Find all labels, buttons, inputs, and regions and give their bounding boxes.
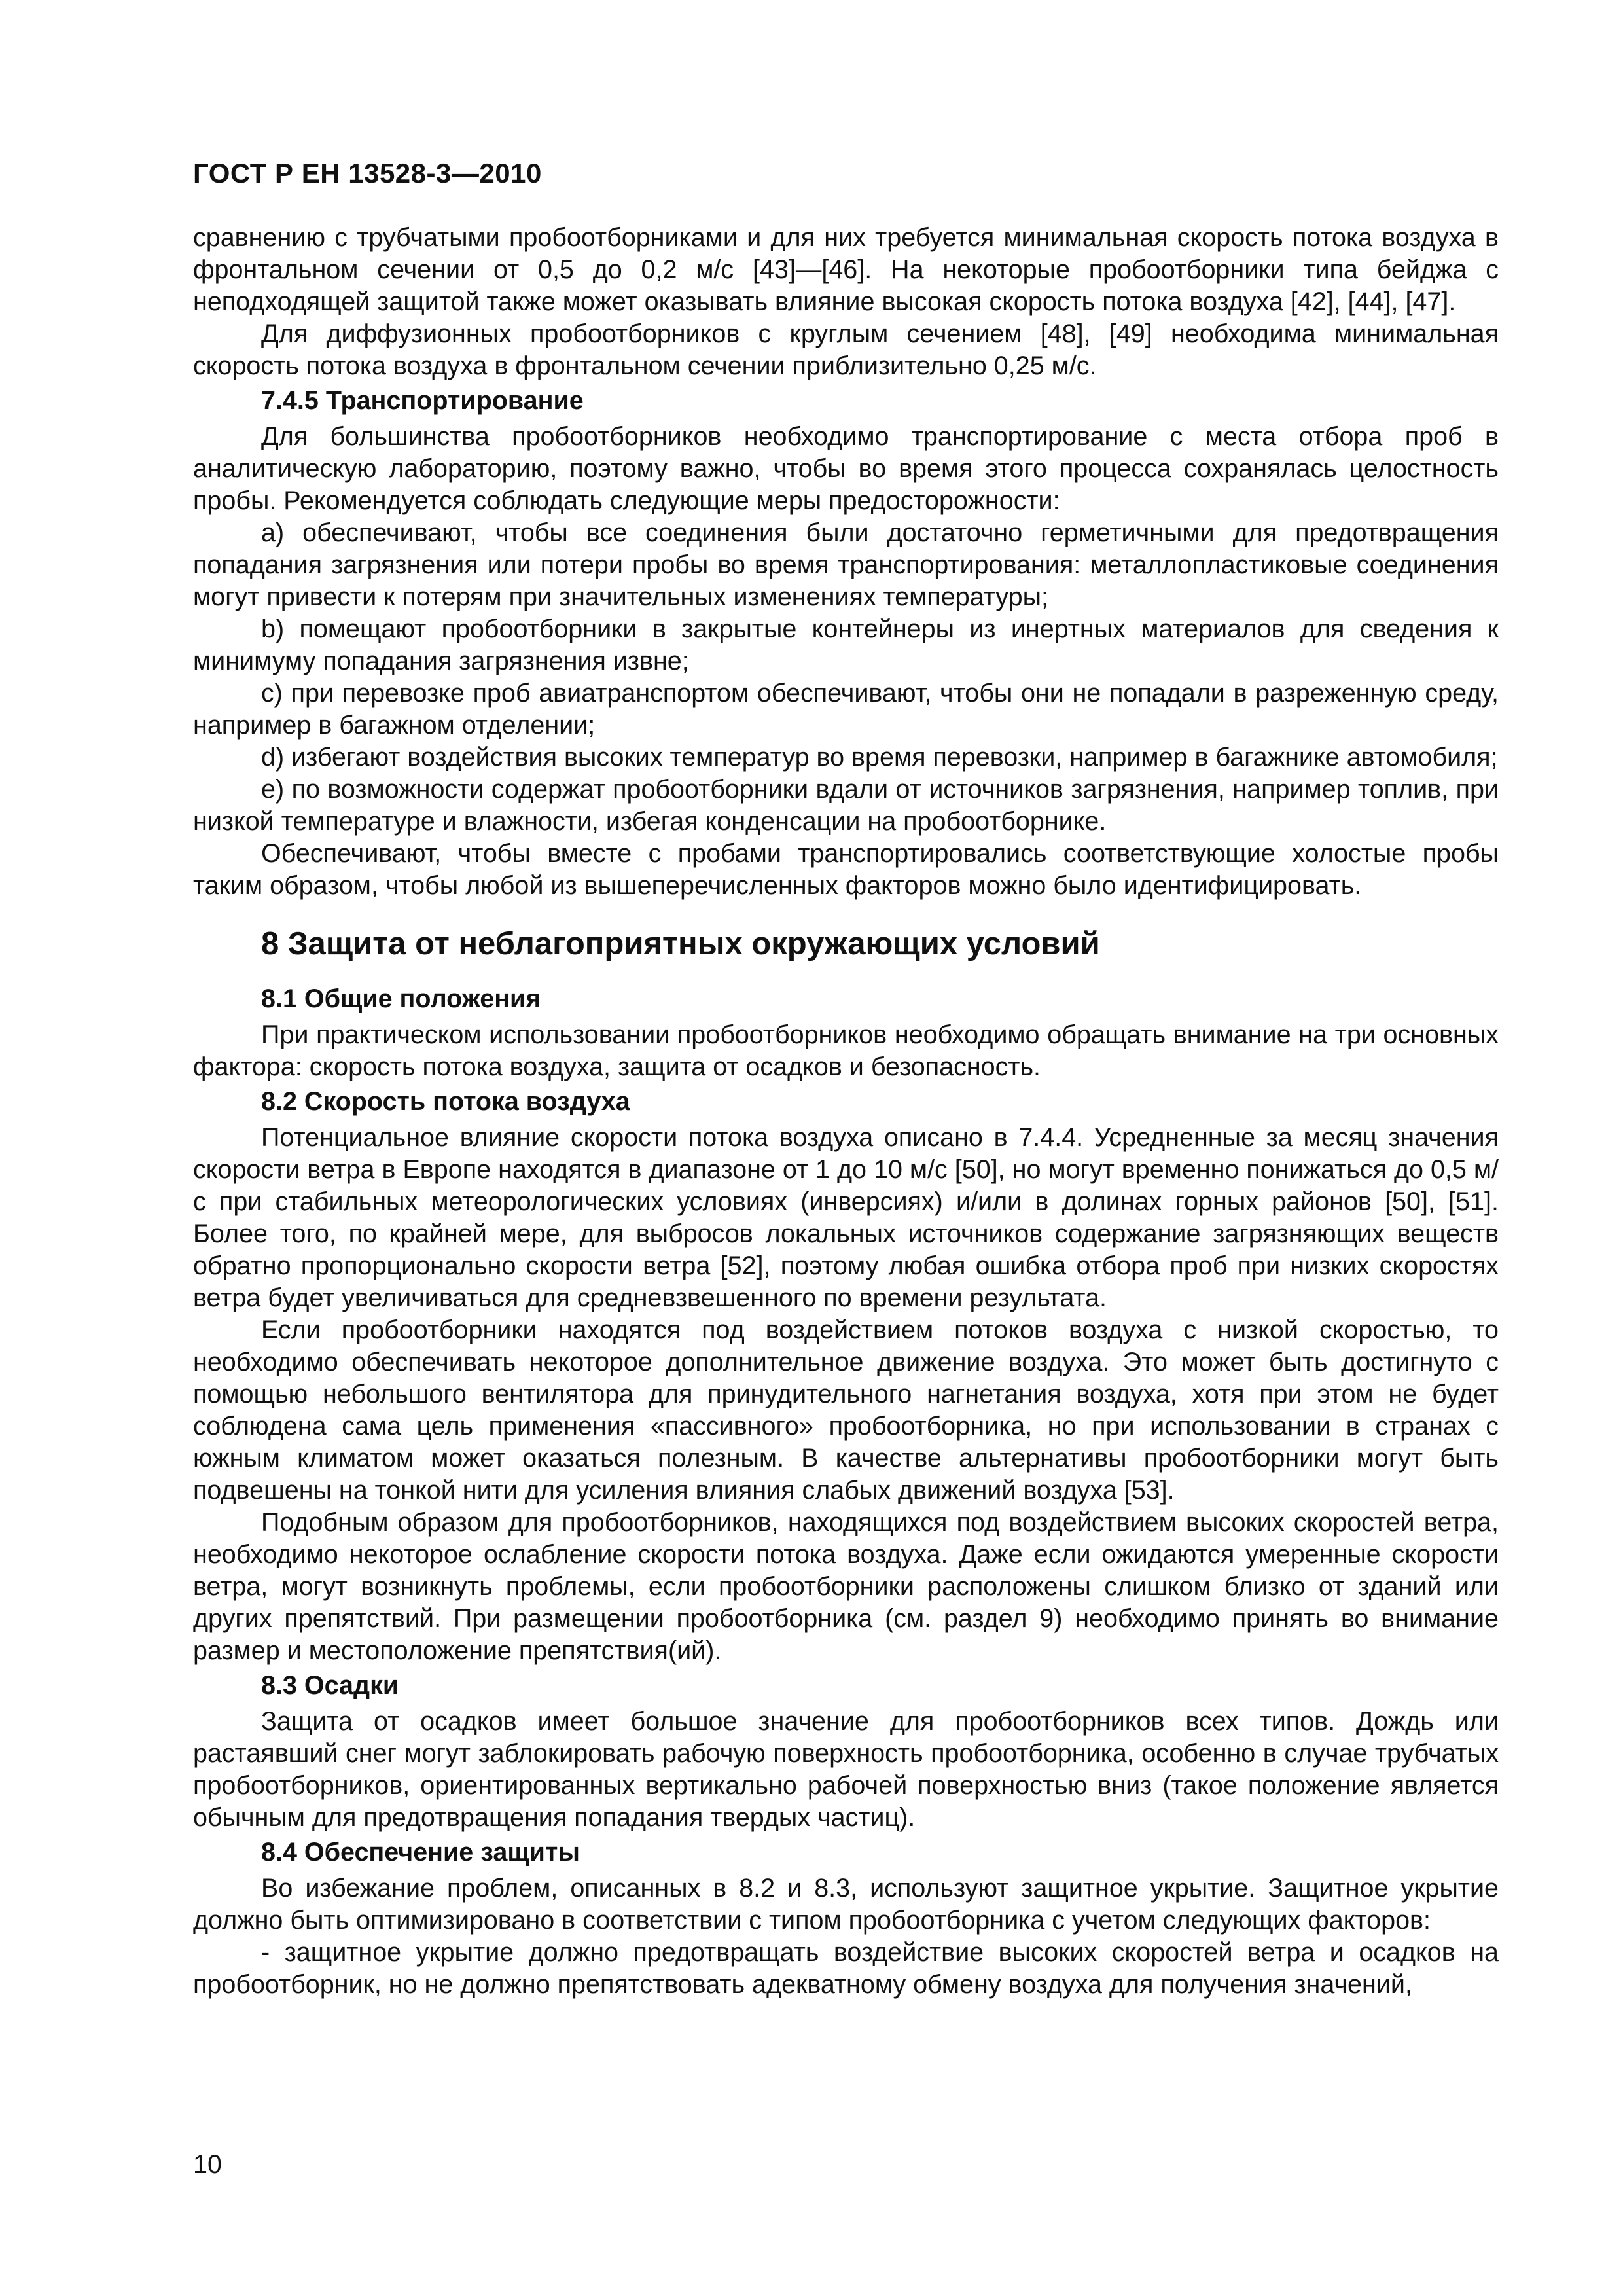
paragraph: Во избежание проблем, описанных в 8.2 и 8.3, используют защитное укрытие. Защитное укрытие должно быть оптимизировано в соответствии с типом пробоотборника с учетом следующих факторов:	[193, 1874, 1499, 1935]
paragraph: Для большинства пробоотборников необходимо транспортирование с места отбора проб в аналитическую лабораторию, поэтому важно, чтобы во время этого процесса сохранялась целостность пробы. Рекомендуется соблюдать следующие меры предосторожности:	[193, 422, 1499, 515]
list-item-e: e) по возможности содержат пробоотборники вдали от источников загрязнения, например топлив, при низкой температуре и влажности, избегая конденсации на пробоотборнике.	[193, 775, 1499, 836]
document-page	[193, 157, 1499, 2001]
section-heading-8: 8 Защита от неблагоприятных окружающих условий	[261, 926, 1100, 961]
paragraph: Для диффузионных пробоотборников с круглым сечением [48], [49] необходима минимальная скорость потока воздуха в фронтальном сечении приблизительно 0,25 м/с.	[193, 319, 1499, 380]
list-item-d: d) избегают воздействия высоких температур во время перевозки, например в багажнике автомобиля;	[261, 743, 1498, 772]
page-number: 10	[193, 2150, 222, 2179]
paragraph: сравнению с трубчатыми пробоотборниками и для них требуется минимальная скорость потока воздуха в фронтальном сечении от 0,5 до 0,2 м/с [43]—[46]. На некоторые пробоотборники типа бейджа с неподходящей защитой также может оказывать влияние высокая скорость потока воздуха [42], [44], [47].	[193, 223, 1499, 316]
section-heading-8-3: 8.3 Осадки	[261, 1671, 399, 1700]
paragraph: Если пробоотборники находятся под воздействием потоков воздуха с низкой скоростью, то необходимо обеспечивать некоторое дополнительное движение воздуха. Это может быть достигнуто с помощью небольшого вентилятора для принудительного нагнетания воздуха, хотя при этом не будет соблюдена сама цель применения «пассивного» пробоотборника, но при использовании в странах с южным климатом может оказаться полезным. В качестве альтернативы пробоотборники могут быть подвешены на тонкой нити для усиления влияния слабых движений воздуха [53].	[193, 1316, 1499, 1505]
section-heading-7-4-5: 7.4.5 Транспортирование	[261, 386, 584, 415]
paragraph: Обеспечивают, чтобы вместе с пробами транспортировались соответствующие холостые пробы таким образом, чтобы любой из вышеперечисленных факторов можно было идентифицировать.	[193, 839, 1499, 900]
paragraph: Защита от осадков имеет большое значение для пробоотборников всех типов. Дождь или растаявший снег могут заблокировать рабочую поверхность пробоотборника, особенно в случае трубчатых пробоотборников, ориентированных вертикально рабочей поверхностью вниз (такое положение является обычным для предотвращения попадания твердых частиц).	[193, 1707, 1499, 1832]
list-item-a: a) обеспечивают, чтобы все соединения были достаточно герметичными для предотвращения попадания загрязнения или потери пробы во время транспортирования: металлопластиковые соединения могут привести к потерям при значительных изменениях температуры;	[193, 518, 1499, 611]
section-heading-8-4: 8.4 Обеспечение защиты	[261, 1838, 580, 1867]
section-heading-8-2: 8.2 Скорость потока воздуха	[261, 1087, 630, 1116]
paragraph: При практическом использовании пробоотборников необходимо обращать внимание на три основных фактора: скорость потока воздуха, защита от осадков и безопасность.	[193, 1020, 1499, 1081]
document-code: ГОСТ Р ЕН 13528-3—2010	[193, 158, 542, 188]
list-item-c: c) при перевозке проб авиатранспортом обеспечивают, чтобы они не попадали в разреженную среду, например в багажном отделении;	[193, 679, 1499, 740]
list-item-b: b) помещают пробоотборники в закрытые контейнеры из инертных материалов для сведения к минимуму попадания загрязнения извне;	[193, 615, 1499, 675]
section-heading-8-1: 8.1 Общие положения	[261, 984, 541, 1013]
paragraph: - защитное укрытие должно предотвращать воздействие высоких скоростей ветра и осадков на пробоотборник, но не должно препятствовать адекватному обмену воздуха для получения значений,	[193, 1938, 1499, 1999]
paragraph: Потенциальное влияние скорости потока воздуха описано в 7.4.4. Усредненные за месяц значения скорости ветра в Европе находятся в диапазоне от 1 до 10 м/с [50], но могут временно понижаться до 0,5 м/с при стабильных метеорологических условиях (инверсиях) и/или в долинах горных районов [50], [51]. Более того, по крайней мере, для выбросов локальных источников содержание загрязняющих веществ обратно пропорционально скорости ветра [52], поэтому любая ошибка отбора проб при низких скоростях ветра будет увеличиваться для средневзвешенного по времени результата.	[193, 1123, 1499, 1312]
paragraph: Подобным образом для пробоотборников, находящихся под воздействием высоких скоростей ветра, необходимо некоторое ослабление скорости потока воздуха. Даже если ожидаются умеренные скорости ветра, могут возникнуть проблемы, если пробоотборники расположены слишком близко от зданий или других препятствий. При размещении пробоотборника (см. раздел 9) необходимо принять во внимание размер и местоположение препятствия(ий).	[193, 1508, 1499, 1665]
